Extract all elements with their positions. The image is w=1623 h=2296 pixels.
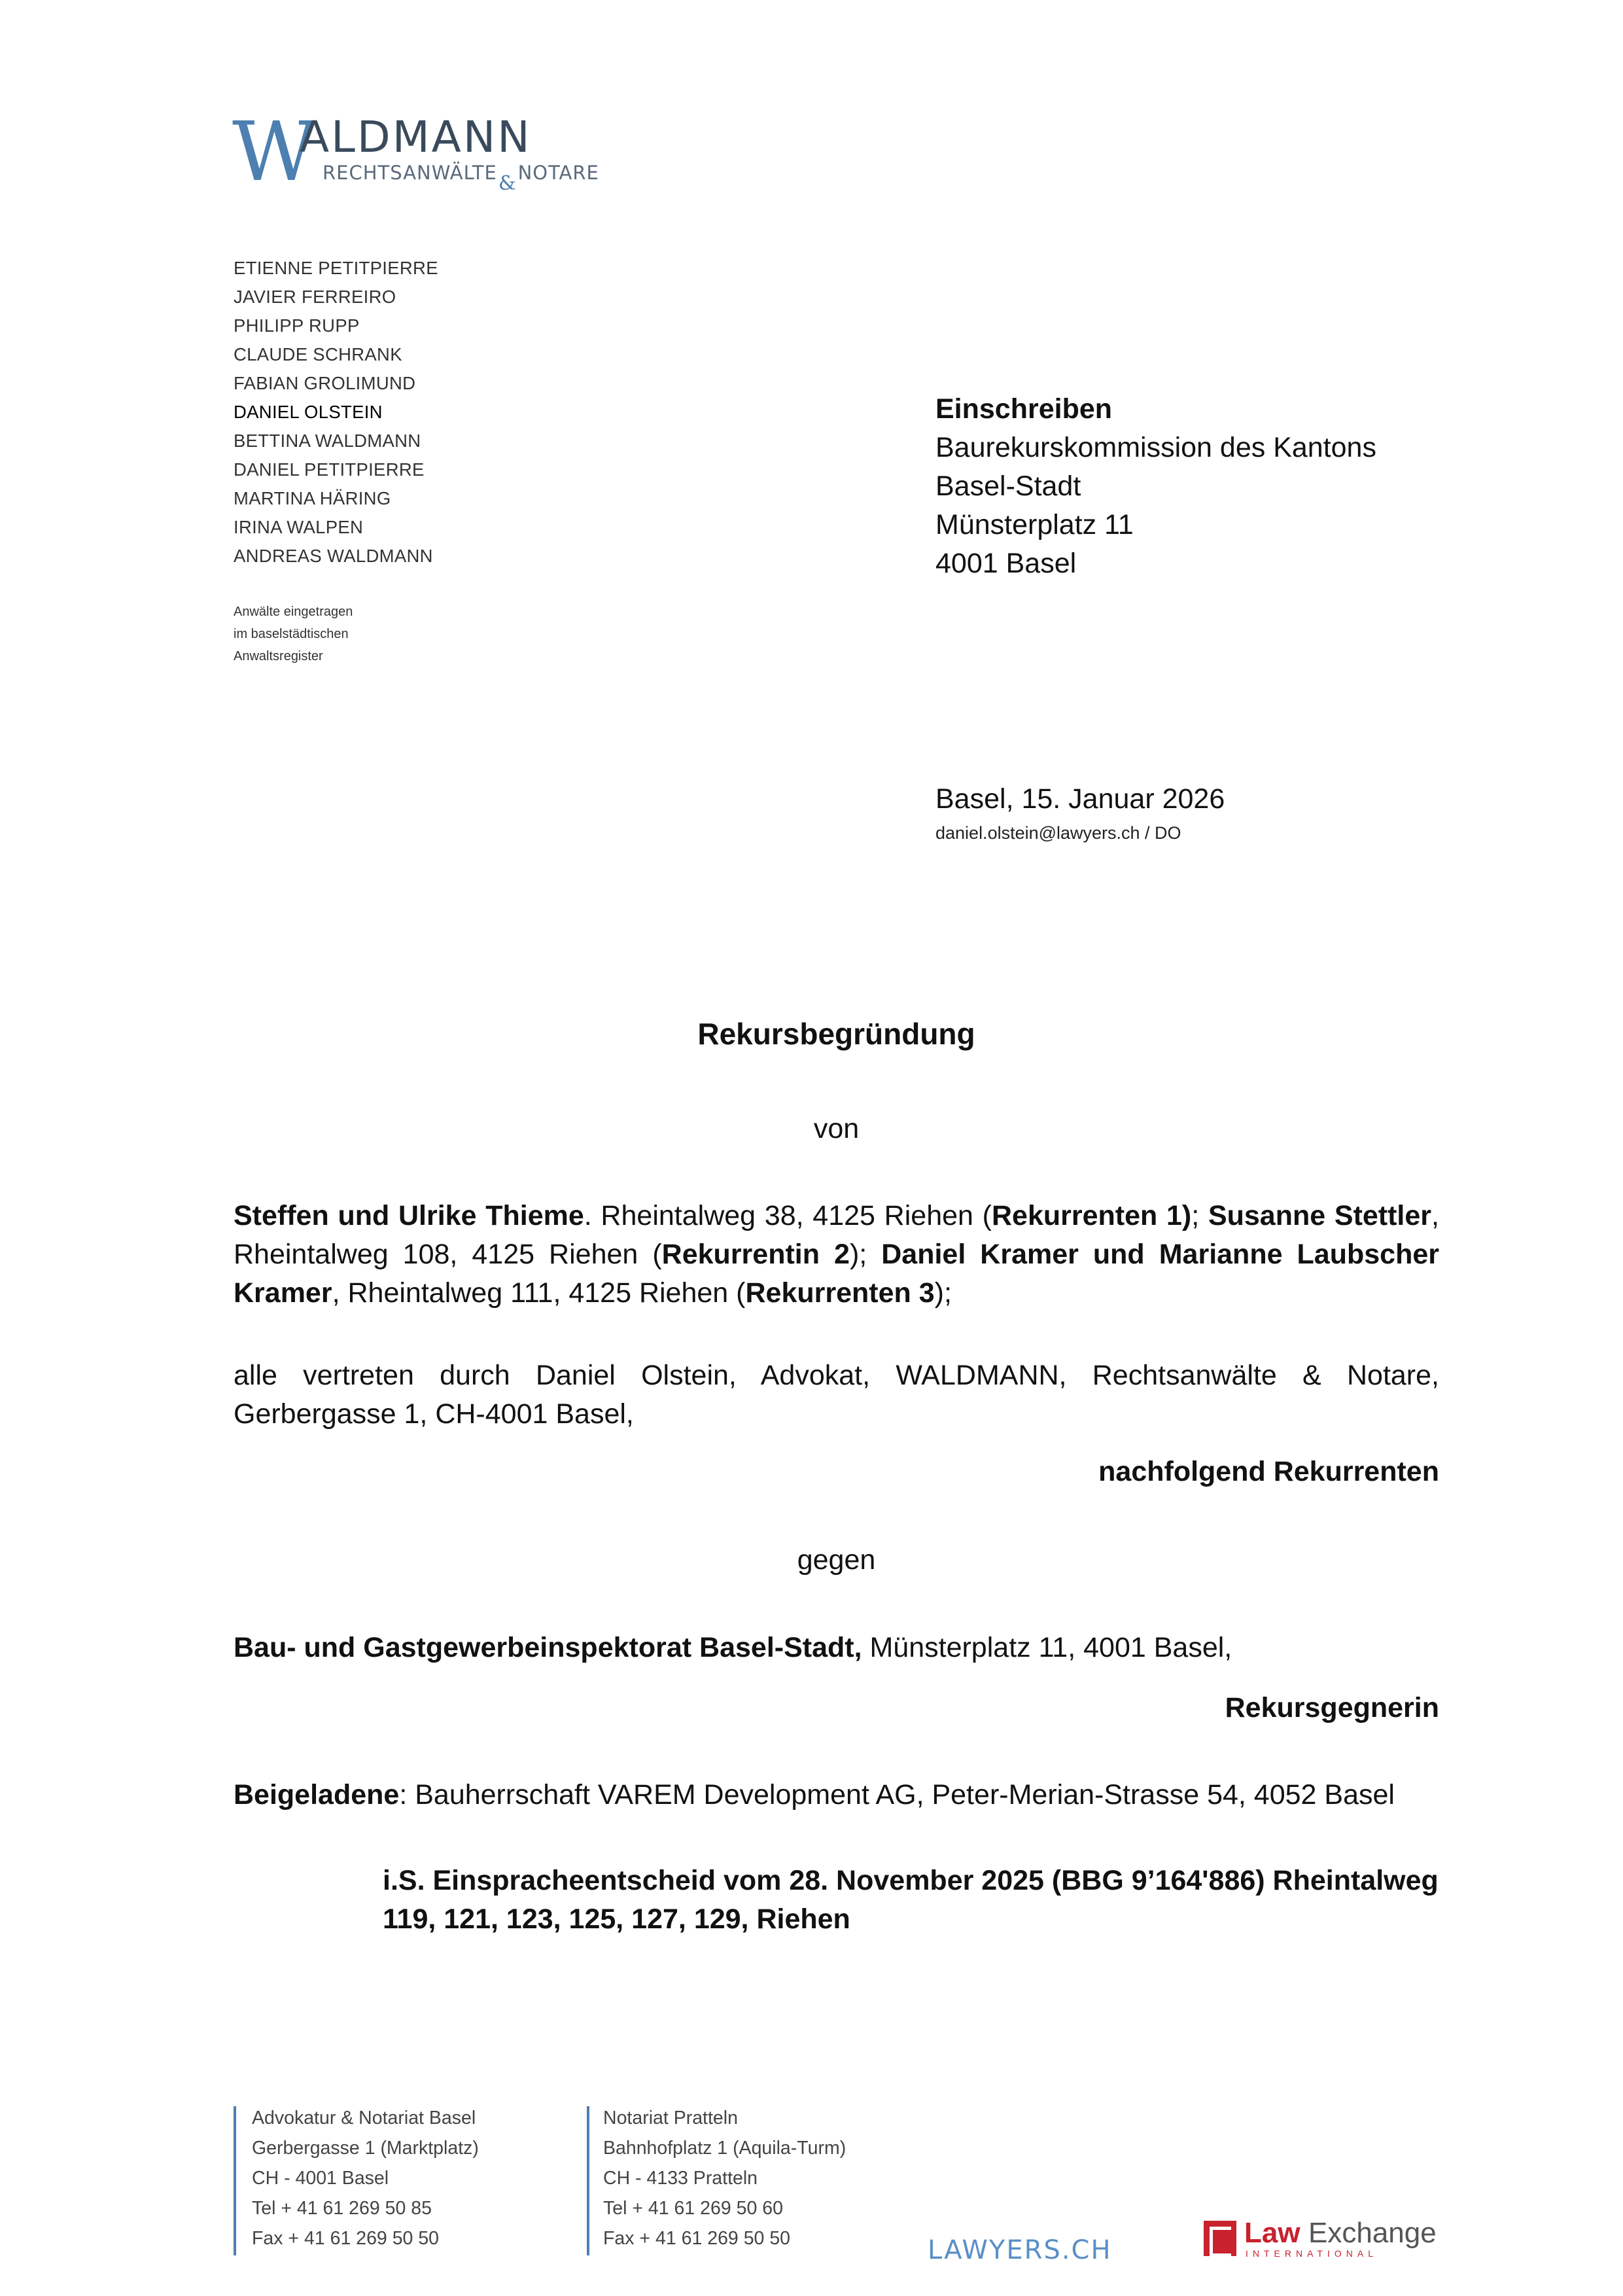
word-gegen: gegen xyxy=(797,1544,876,1576)
party-3-name: Daniel Kramer und Marianne Laubscher Kramer xyxy=(234,1239,1439,1309)
footer-line: Notariat Pratteln xyxy=(603,2108,738,2128)
lawexchange-international: INTERNATIONAL xyxy=(1246,2248,1378,2259)
label-rekurrenten: nachfolgend Rekurrenten xyxy=(1098,1456,1439,1487)
partner-name-author: DANIEL OLSTEIN xyxy=(234,402,383,422)
date-line: Basel, 15. Januar 2026 xyxy=(935,783,1225,815)
invited-text: : Bauherrschaft VAREM Development AG, Peter-Merian-Strasse 54, 4052 Basel xyxy=(399,1779,1395,1810)
respondent-paragraph xyxy=(234,1629,1439,1667)
register-note-line: im baselstädtischen xyxy=(234,627,349,641)
invited-party-paragraph xyxy=(234,1776,1439,1814)
lawexchange-logo xyxy=(1204,2217,1439,2269)
partner-name: MARTINA HÄRING xyxy=(234,488,391,508)
address-line: Baurekurskommission des Kantons xyxy=(935,432,1376,463)
partner-name: CLAUDE SCHRANK xyxy=(234,344,402,364)
address-line: Basel-Stadt xyxy=(935,470,1081,502)
partner-name: DANIEL PETITPIERRE xyxy=(234,459,425,480)
party-1-role: Rekurrenten 1) xyxy=(992,1200,1192,1231)
partner-name: FABIAN GROLIMUND xyxy=(234,373,416,393)
party-2-address: , Rheintalweg 108, 4125 Riehen ( xyxy=(234,1200,1439,1270)
party-1-name: Steffen und Ulrike Thieme xyxy=(234,1200,584,1231)
logo-subtitle xyxy=(323,162,599,195)
footer-line: CH - 4001 Basel xyxy=(252,2168,389,2189)
footer-office-pratteln xyxy=(603,2103,846,2253)
lawexchange-mark-icon xyxy=(1204,2221,1236,2256)
logo-name: ALDMANN xyxy=(300,112,532,162)
party-1-address: . Rheintalweg 38, 4125 Riehen ( xyxy=(584,1200,992,1231)
reference-line: daniel.olstein@lawyers.ch / DO xyxy=(935,823,1181,843)
footer-line: Advokatur & Notariat Basel xyxy=(252,2108,476,2128)
document-title: Rekursbegründung xyxy=(697,1017,975,1051)
separator: ; xyxy=(1191,1200,1208,1231)
partner-name: ETIENNE PETITPIERRE xyxy=(234,258,438,278)
register-note-line: Anwaltsregister xyxy=(234,649,323,663)
delivery-mode: Einschreiben xyxy=(935,393,1113,425)
party-3-address: , Rheintalweg 111, 4125 Riehen ( xyxy=(332,1277,746,1309)
invited-label: Beigeladene xyxy=(234,1779,400,1810)
word-von: von xyxy=(813,1113,860,1144)
logo-ampersand: & xyxy=(498,172,517,195)
partner-name: BETTINA WALDMANN xyxy=(234,431,421,451)
subject-line: i.S. Einspracheentscheid vom 28. November 2025 (BBG 9’164'886) Rheintalweg 119, 121, 123, 125, 127, 129, Riehen xyxy=(383,1865,1439,1935)
logo-sub-left: RECHTSANWÄLTE xyxy=(323,162,497,184)
logo-sub-right: NOTARE xyxy=(517,162,599,184)
footer-divider xyxy=(587,2106,589,2255)
representation-paragraph: alle vertreten durch Daniel Olstein, Advokat, WALDMANN, Rechtsanwälte & Notare, Gerbergasse 1, CH-4001 Basel, xyxy=(234,1360,1439,1430)
footer-line: Tel + 41 61 269 50 85 xyxy=(252,2198,432,2219)
footer-line: Gerbergasse 1 (Marktplatz) xyxy=(252,2138,479,2159)
partner-name: PHILIPP RUPP xyxy=(234,315,360,336)
lawyers-ch-logo: LAWYERS.CH xyxy=(928,2235,1112,2265)
party-3-role: Rekurrenten 3 xyxy=(745,1277,935,1309)
partner-name: IRINA WALPEN xyxy=(234,517,364,537)
partner-name: ANDREAS WALDMANN xyxy=(234,546,433,566)
register-note xyxy=(234,601,495,667)
partners-list xyxy=(234,254,574,571)
appellants-paragraph xyxy=(234,1197,1439,1313)
register-note-line: Anwälte eingetragen xyxy=(234,605,353,619)
footer-line: Fax + 41 61 269 50 50 xyxy=(603,2228,791,2249)
respondent-name: Bau- und Gastgewerbeinspektorat Basel-Stadt, xyxy=(234,1632,862,1663)
address-line: Münsterplatz 11 xyxy=(935,509,1134,540)
party-2-name: Susanne Stettler xyxy=(1208,1200,1432,1231)
footer-divider xyxy=(234,2106,236,2255)
footer-line: Tel + 41 61 269 50 60 xyxy=(603,2198,783,2219)
address-line: 4001 Basel xyxy=(935,548,1077,579)
lawexchange-exchange: Exchange xyxy=(1308,2217,1437,2249)
footer-line: Bahnhofplatz 1 (Aquila-Turm) xyxy=(603,2138,846,2159)
footer-line: Fax + 41 61 269 50 50 xyxy=(252,2228,440,2249)
partner-name: JAVIER FERREIRO xyxy=(234,287,396,307)
logo-initial: W xyxy=(232,105,314,200)
firm-logo xyxy=(232,105,618,203)
footer-line: CH - 4133 Pratteln xyxy=(603,2168,758,2189)
respondent-address: Münsterplatz 11, 4001 Basel, xyxy=(862,1632,1232,1663)
label-rekursgegnerin: Rekursgegnerin xyxy=(1225,1692,1439,1723)
recipient-address xyxy=(935,390,1524,583)
footer-office-basel xyxy=(252,2103,479,2253)
separator: ); xyxy=(934,1277,952,1309)
separator: ); xyxy=(849,1239,882,1270)
party-2-role: Rekurrentin 2 xyxy=(661,1239,850,1270)
lawexchange-law: Law xyxy=(1244,2217,1300,2249)
